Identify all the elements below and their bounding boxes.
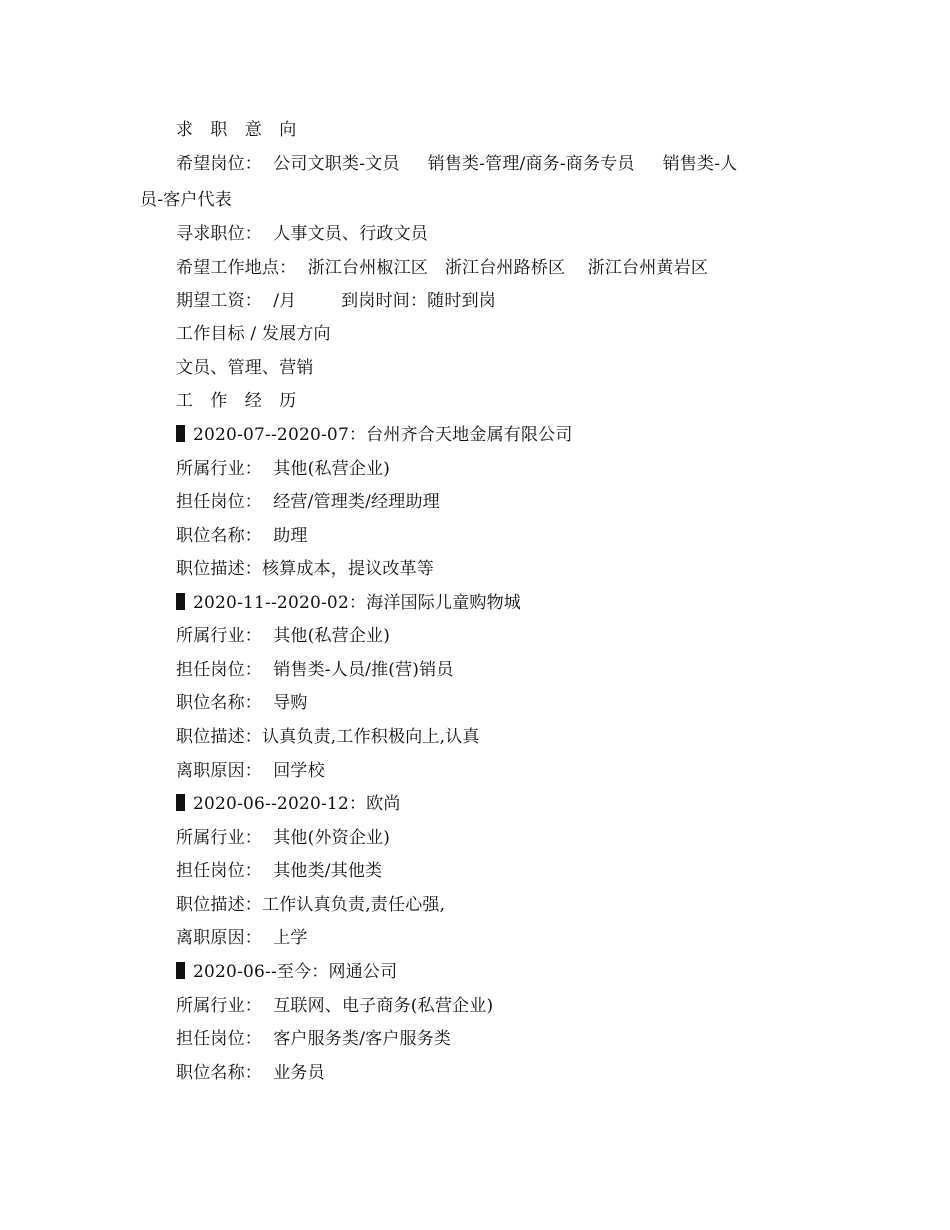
job-industry: 所属行业： 其他(私营企业) [176, 626, 391, 646]
job-title-line [176, 792, 401, 816]
work-experience-heading: 工 作 经 历 [176, 391, 303, 411]
bullet-marker [176, 593, 185, 610]
job-title-line [176, 423, 573, 447]
salary-and-start: 期望工资： /月 到岗时间：随时到岗 [176, 291, 496, 311]
desired-positions-line1: 希望岗位： 公司文职类-文员 销售类-管理/商务-商务专员 销售类-人 [176, 154, 738, 174]
job-job-title: 职位名称： 导购 [176, 693, 308, 713]
job-position: 担任岗位： 客户服务类/客户服务类 [176, 1029, 452, 1049]
job-industry: 所属行业： 互联网、电子商务(私营企业) [176, 996, 494, 1016]
job-position: 担任岗位： 其他类/其他类 [176, 861, 383, 881]
seeking-positions: 寻求职位： 人事文员、行政文员 [176, 224, 429, 244]
job-title: 2020-07--2020-07：台州齐合天地金属有限公司 [193, 425, 573, 445]
job-industry: 所属行业： 其他(外资企业) [176, 828, 391, 848]
job-leave-reason: 离职原因： 上学 [176, 928, 308, 948]
job-position: 担任岗位： 经营/管理类/经理助理 [176, 492, 440, 512]
job-intention-heading: 求 职 意 向 [176, 120, 303, 140]
job-title: 2020-06--至今：网通公司 [193, 962, 398, 982]
job-description: 职位描述：认真负责,工作积极向上,认真 [176, 727, 480, 747]
goal-text: 文员、管理、营销 [176, 358, 314, 378]
bullet-marker [176, 794, 185, 811]
bullet-marker [176, 962, 185, 979]
job-title-line [176, 591, 521, 615]
job-description: 职位描述：核算成本，提议改革等 [176, 559, 434, 579]
job-job-title: 职位名称： 业务员 [176, 1063, 325, 1083]
bullet-marker [176, 425, 185, 442]
job-job-title: 职位名称： 助理 [176, 526, 308, 546]
job-title: 2020-11--2020-02：海洋国际儿童购物城 [193, 593, 521, 613]
job-leave-reason: 离职原因： 回学校 [176, 761, 325, 781]
desired-locations: 希望工作地点： 浙江台州椒江区 浙江台州路桥区 浙江台州黄岩区 [176, 258, 709, 278]
job-industry: 所属行业： 其他(私营企业) [176, 459, 391, 479]
job-title: 2020-06--2020-12：欧尚 [193, 794, 401, 814]
goal-heading: 工作目标 / 发展方向 [176, 324, 331, 344]
job-title-line [176, 960, 397, 984]
desired-positions-line2: 员-客户代表 [140, 190, 232, 210]
job-position: 担任岗位： 销售类-人员/推(营)销员 [176, 660, 454, 680]
job-description: 职位描述：工作认真负责,责任心强, [176, 895, 446, 915]
